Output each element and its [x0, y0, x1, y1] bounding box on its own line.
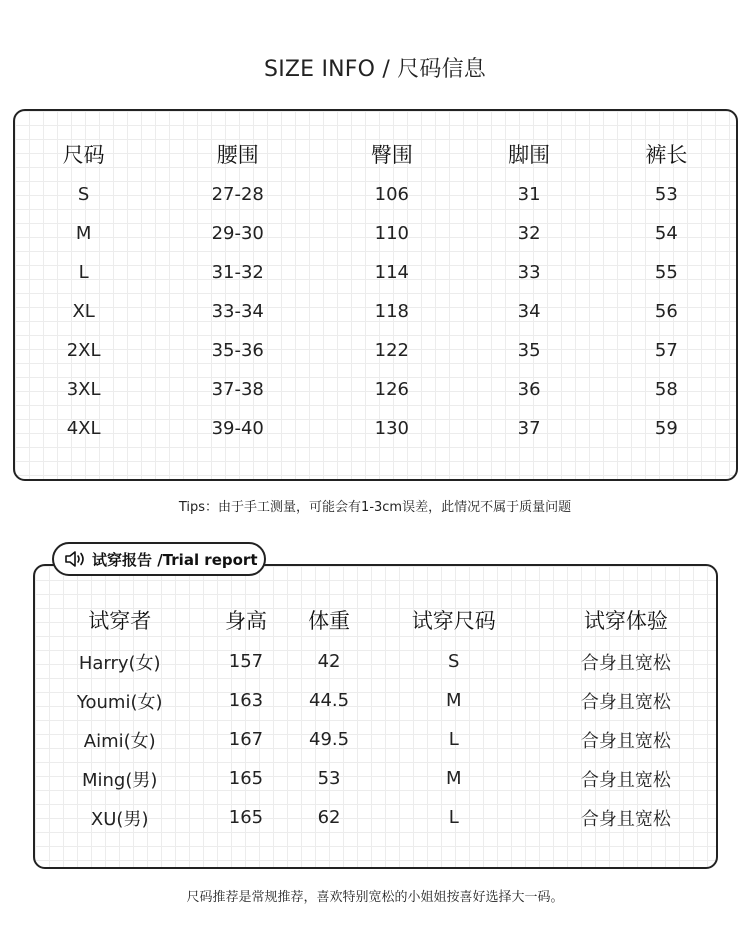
header-hip: 臀围	[370, 143, 413, 167]
header-waist: 腰围	[216, 143, 259, 167]
table-cell: 118	[374, 301, 409, 322]
trial-report-panel	[33, 564, 718, 869]
table-cell: 157	[228, 651, 264, 672]
size-table-row	[15, 175, 735, 214]
table-cell: L	[78, 262, 89, 283]
table-cell: 4XL	[66, 418, 101, 439]
table-cell: 32	[517, 223, 541, 244]
size-table-row	[15, 292, 735, 331]
size-table-header-row	[15, 133, 735, 175]
table-cell: 110	[374, 223, 409, 244]
table-cell: 3XL	[66, 379, 101, 400]
table-cell: 35-36	[211, 340, 264, 361]
table-cell: 106	[374, 184, 409, 205]
trial-report-tag	[52, 542, 266, 576]
table-cell: 130	[374, 418, 409, 439]
footer-note: 尺码推荐是常规推荐，喜欢特别宽松的小姐姐按喜好选择大一码。	[186, 890, 564, 905]
trial-table-header-row	[35, 598, 715, 642]
table-cell: 57	[654, 340, 678, 361]
table-cell: 62	[317, 807, 341, 828]
table-cell: 163	[228, 690, 264, 711]
table-cell: M	[445, 768, 462, 789]
table-cell: 35	[517, 340, 541, 361]
header-leg-opening: 脚围	[508, 143, 551, 167]
size-table-row	[15, 409, 735, 448]
page-title: SIZE INFO / 尺码信息	[264, 57, 486, 82]
table-cell: 114	[374, 262, 409, 283]
trial-table-row	[35, 642, 715, 681]
table-cell: 167	[228, 729, 264, 750]
size-table-row	[15, 253, 735, 292]
table-cell: 37	[517, 418, 541, 439]
speaker-icon	[64, 550, 86, 568]
table-cell: 33	[517, 262, 541, 283]
table-cell: 53	[654, 184, 678, 205]
table-cell: 合身且宽松	[580, 691, 671, 713]
table-cell: 37-38	[211, 379, 264, 400]
header-weight: 体重	[308, 609, 351, 633]
header-size: 尺码	[62, 143, 105, 167]
table-cell: 合身且宽松	[580, 652, 671, 674]
size-info-panel	[13, 109, 738, 481]
table-cell: 53	[317, 768, 341, 789]
header-length: 裤长	[645, 143, 688, 167]
header-height: 身高	[224, 609, 267, 633]
trial-table-row	[35, 759, 715, 798]
table-cell: 27-28	[211, 184, 264, 205]
table-cell: XL	[72, 301, 95, 322]
header-tester: 试穿者	[88, 609, 152, 633]
table-cell: 58	[654, 379, 678, 400]
trial-table	[35, 598, 715, 837]
table-cell: XU(男)	[90, 808, 149, 830]
table-cell: 合身且宽松	[580, 730, 671, 752]
table-cell: 122	[374, 340, 409, 361]
table-cell: 33-34	[211, 301, 264, 322]
table-cell: S	[448, 651, 460, 672]
trial-table-body	[35, 642, 715, 837]
size-table-body	[15, 175, 735, 448]
table-cell: 49.5	[309, 729, 350, 750]
table-cell: 31	[517, 184, 541, 205]
table-cell: 54	[654, 223, 678, 244]
table-cell: 42	[317, 651, 341, 672]
table-cell: 合身且宽松	[580, 808, 671, 830]
table-cell: 165	[228, 768, 264, 789]
header-trial-experience: 试穿体验	[583, 609, 668, 633]
table-cell: M	[75, 223, 92, 244]
table-cell: 29-30	[211, 223, 264, 244]
table-cell: M	[445, 690, 462, 711]
header-trial-size: 试穿尺码	[411, 609, 496, 633]
table-cell: 165	[228, 807, 264, 828]
table-cell: 合身且宽松	[580, 769, 671, 791]
table-cell: 36	[517, 379, 541, 400]
table-cell: 55	[654, 262, 678, 283]
table-cell: 34	[517, 301, 541, 322]
table-cell: L	[448, 729, 459, 750]
tips-note: Tips：由于手工测量，可能会有1-3cm误差，此情况不属于质量问题	[178, 500, 572, 515]
table-cell: 56	[654, 301, 678, 322]
table-cell: 44.5	[309, 690, 350, 711]
table-cell: 31-32	[211, 262, 264, 283]
table-cell: 59	[654, 418, 678, 439]
table-cell: L	[448, 807, 459, 828]
table-cell: 2XL	[66, 340, 101, 361]
trial-table-row	[35, 798, 715, 837]
trial-table-row	[35, 720, 715, 759]
table-cell: S	[77, 184, 90, 205]
table-cell: Harry(女)	[78, 652, 161, 674]
trial-table-row	[35, 681, 715, 720]
table-cell: Ming(男)	[81, 769, 158, 791]
size-table-row	[15, 214, 735, 253]
table-cell: 39-40	[211, 418, 264, 439]
table-cell: Aimi(女)	[83, 730, 156, 752]
size-table-row	[15, 370, 735, 409]
table-cell: 126	[374, 379, 409, 400]
trial-report-label: 试穿报告 /Trial report	[92, 550, 258, 569]
size-table	[15, 133, 735, 448]
size-table-row	[15, 331, 735, 370]
table-cell: Youmi(女)	[76, 691, 163, 713]
